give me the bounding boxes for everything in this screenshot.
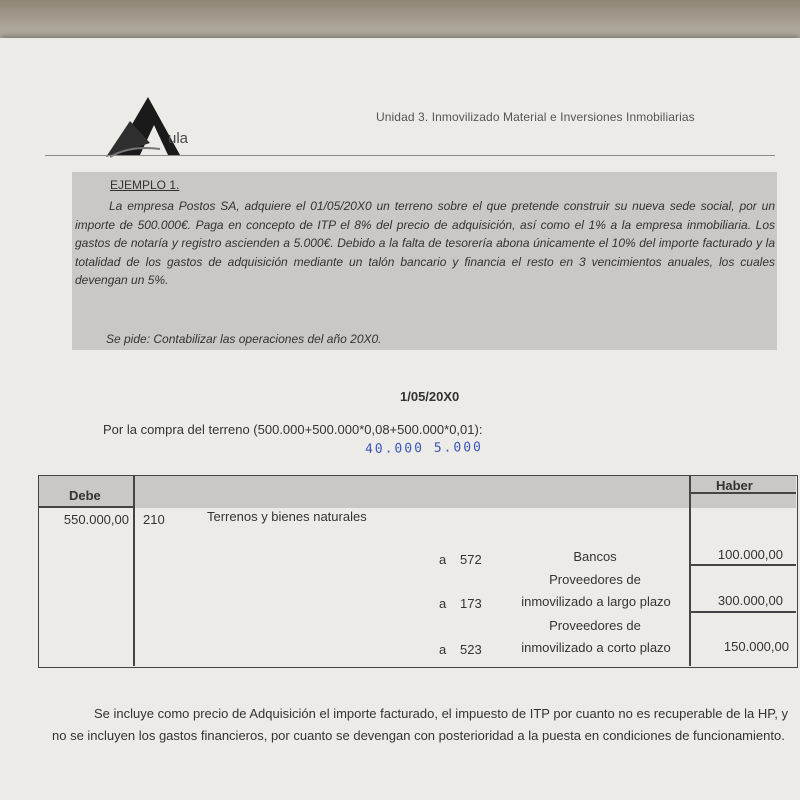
task-statement: Se pide: Contabilizar las operaciones del año 20X0.	[106, 332, 382, 346]
credit-prefix: a	[439, 596, 447, 611]
credit-amount: 150.000,00	[723, 639, 789, 654]
debit-amount: 550.000,00	[63, 512, 129, 527]
row-divider	[690, 611, 796, 613]
example-heading: EJEMPLO 1.	[110, 178, 180, 192]
credit-account-code: 173	[460, 596, 482, 611]
row-divider	[690, 564, 796, 566]
journal-entry-table	[38, 475, 798, 668]
handwritten-note: 40.000 5.000	[364, 439, 484, 458]
column-divider	[689, 476, 691, 666]
unit-title: Unidad 3. Inmovilizado Material e Inversiones Inmobiliarias	[376, 110, 695, 124]
entry-date: 1/05/20X0	[400, 389, 460, 404]
credit-prefix: a	[439, 552, 447, 567]
logo-text: ula	[168, 130, 189, 147]
credit-account-name-line1: Proveedores de	[549, 572, 641, 587]
credit-amount: 100.000,00	[717, 547, 783, 562]
credit-account-name: inmovilizado a largo plazo	[521, 594, 671, 609]
credit-header: Haber	[716, 478, 753, 493]
debit-account-code: 210	[143, 512, 165, 527]
credit-account-name: Bancos	[573, 549, 617, 564]
example-statement: La empresa Postos SA, adquiere el 01/05/20X0 un terreno sobre el que pretende construir su nueva sede social, por un importe de 500.000€. Paga en concepto de ITP el 8% del precio de adquisición, así como el 1% a la empresa inmobiliaria. Los gastos de notaría y registro ascienden a 5.000€. Debido a la falta de tesorería abona únicamente el 10% del importe facturado y la totalidad de los gastos de adquisición mediante un talón bancario y financia el resto en 3 vencimientos anuales, los cuales devengan un 5%.	[75, 199, 775, 287]
row-divider	[39, 506, 134, 508]
table-header-row	[39, 476, 796, 508]
debit-header: Debe	[69, 488, 101, 503]
column-divider	[133, 476, 135, 666]
aula-logo-icon	[100, 95, 210, 160]
credit-account-code: 523	[460, 642, 482, 657]
debit-account-name: Terrenos y bienes naturales	[207, 509, 367, 524]
conclusion-paragraph: Se incluye como precio de Adquisición el importe facturado, el impuesto de ITP por cuanto no es recuperable de la HP, y no se incluyen los gastos financieros, por cuanto se devengan con posterioridad a la puesta en condiciones de funcionamiento.	[52, 706, 788, 743]
credit-account-name-line1: Proveedores de	[549, 618, 641, 633]
credit-prefix: a	[439, 642, 447, 657]
credit-account-code: 572	[460, 552, 482, 567]
credit-amount: 300.000,00	[717, 593, 783, 608]
credit-account-name: inmovilizado a corto plazo	[521, 640, 671, 655]
header-divider	[45, 155, 775, 156]
entry-description: Por la compra del terreno (500.000+500.000*0,08+500.000*0,01):	[103, 422, 483, 437]
